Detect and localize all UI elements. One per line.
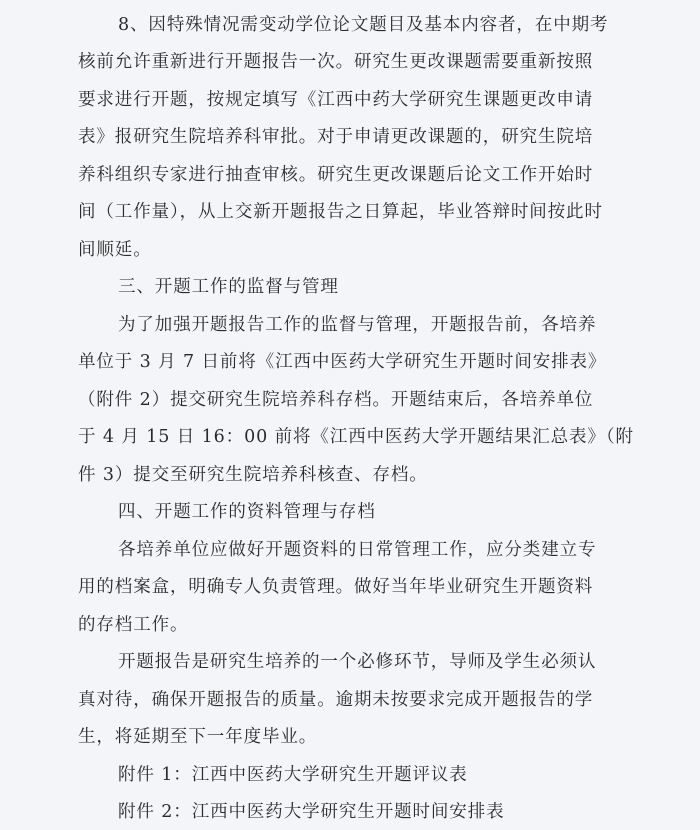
text-line: 用的档案盒，明确专人负责管理。做好当年毕业研究生开题资料 [78, 577, 594, 597]
text-line: 各培养单位应做好开题资料的日常管理工作，应分类建立专 [118, 540, 597, 560]
text-line: 间顺延。 [78, 240, 152, 260]
text-line: 要求进行开题，按规定填写《江西中药大学研究生课题更改申请 [78, 90, 594, 110]
text-line: 核前允许重新进行开题报告一次。研究生更改课题需要重新按照 [78, 52, 594, 72]
text-line: 生，将延期至下一年度毕业。 [78, 727, 318, 747]
text-line: （附件 2）提交研究生院培养科存档。开题结束后，各培养单位 [78, 390, 594, 410]
text-line: 开题报告是研究生培养的一个必修环节，导师及学生必须认 [118, 652, 597, 672]
text-line: 真对待，确保开题报告的质量。逾期未按要求完成开题报告的学 [78, 690, 594, 710]
section-heading-supervision: 三、开题工作的监督与管理 [118, 277, 339, 297]
text-line: 间（工作量），从上交新开题报告之日算起，毕业答辩时间按此时 [78, 202, 603, 222]
section-heading-archiving: 四、开题工作的资料管理与存档 [118, 502, 376, 522]
text-line: 表》报研究生院培养科审批。对于申请更改课题的，研究生院培 [78, 127, 594, 147]
text-line: 养科组织专家进行抽查审核。研究生更改课题后论文工作开始时 [78, 165, 594, 185]
attachment-1-line: 附件 1：江西中医药大学研究生开题评议表 [118, 765, 468, 785]
text-line: 为了加强开题报告工作的监督与管理，开题报告前，各培养 [118, 315, 597, 335]
text-line: 于 4 月 15 日 16：00 前将《江西中医药大学开题结果汇总表》（附 [78, 427, 634, 447]
text-line: 件 3）提交至研究生院培养科核查、存档。 [78, 465, 428, 485]
text-line: 单位于 3 月 7 日前将《江西中医药大学研究生开题时间安排表》 [78, 352, 607, 372]
text-line: 的存档工作。 [78, 615, 189, 635]
attachment-2-line: 附件 2：江西中医药大学研究生开题时间安排表 [118, 802, 505, 822]
text-line: 8、因特殊情况需变动学位论文题目及基本内容者，在中期考 [118, 15, 609, 35]
